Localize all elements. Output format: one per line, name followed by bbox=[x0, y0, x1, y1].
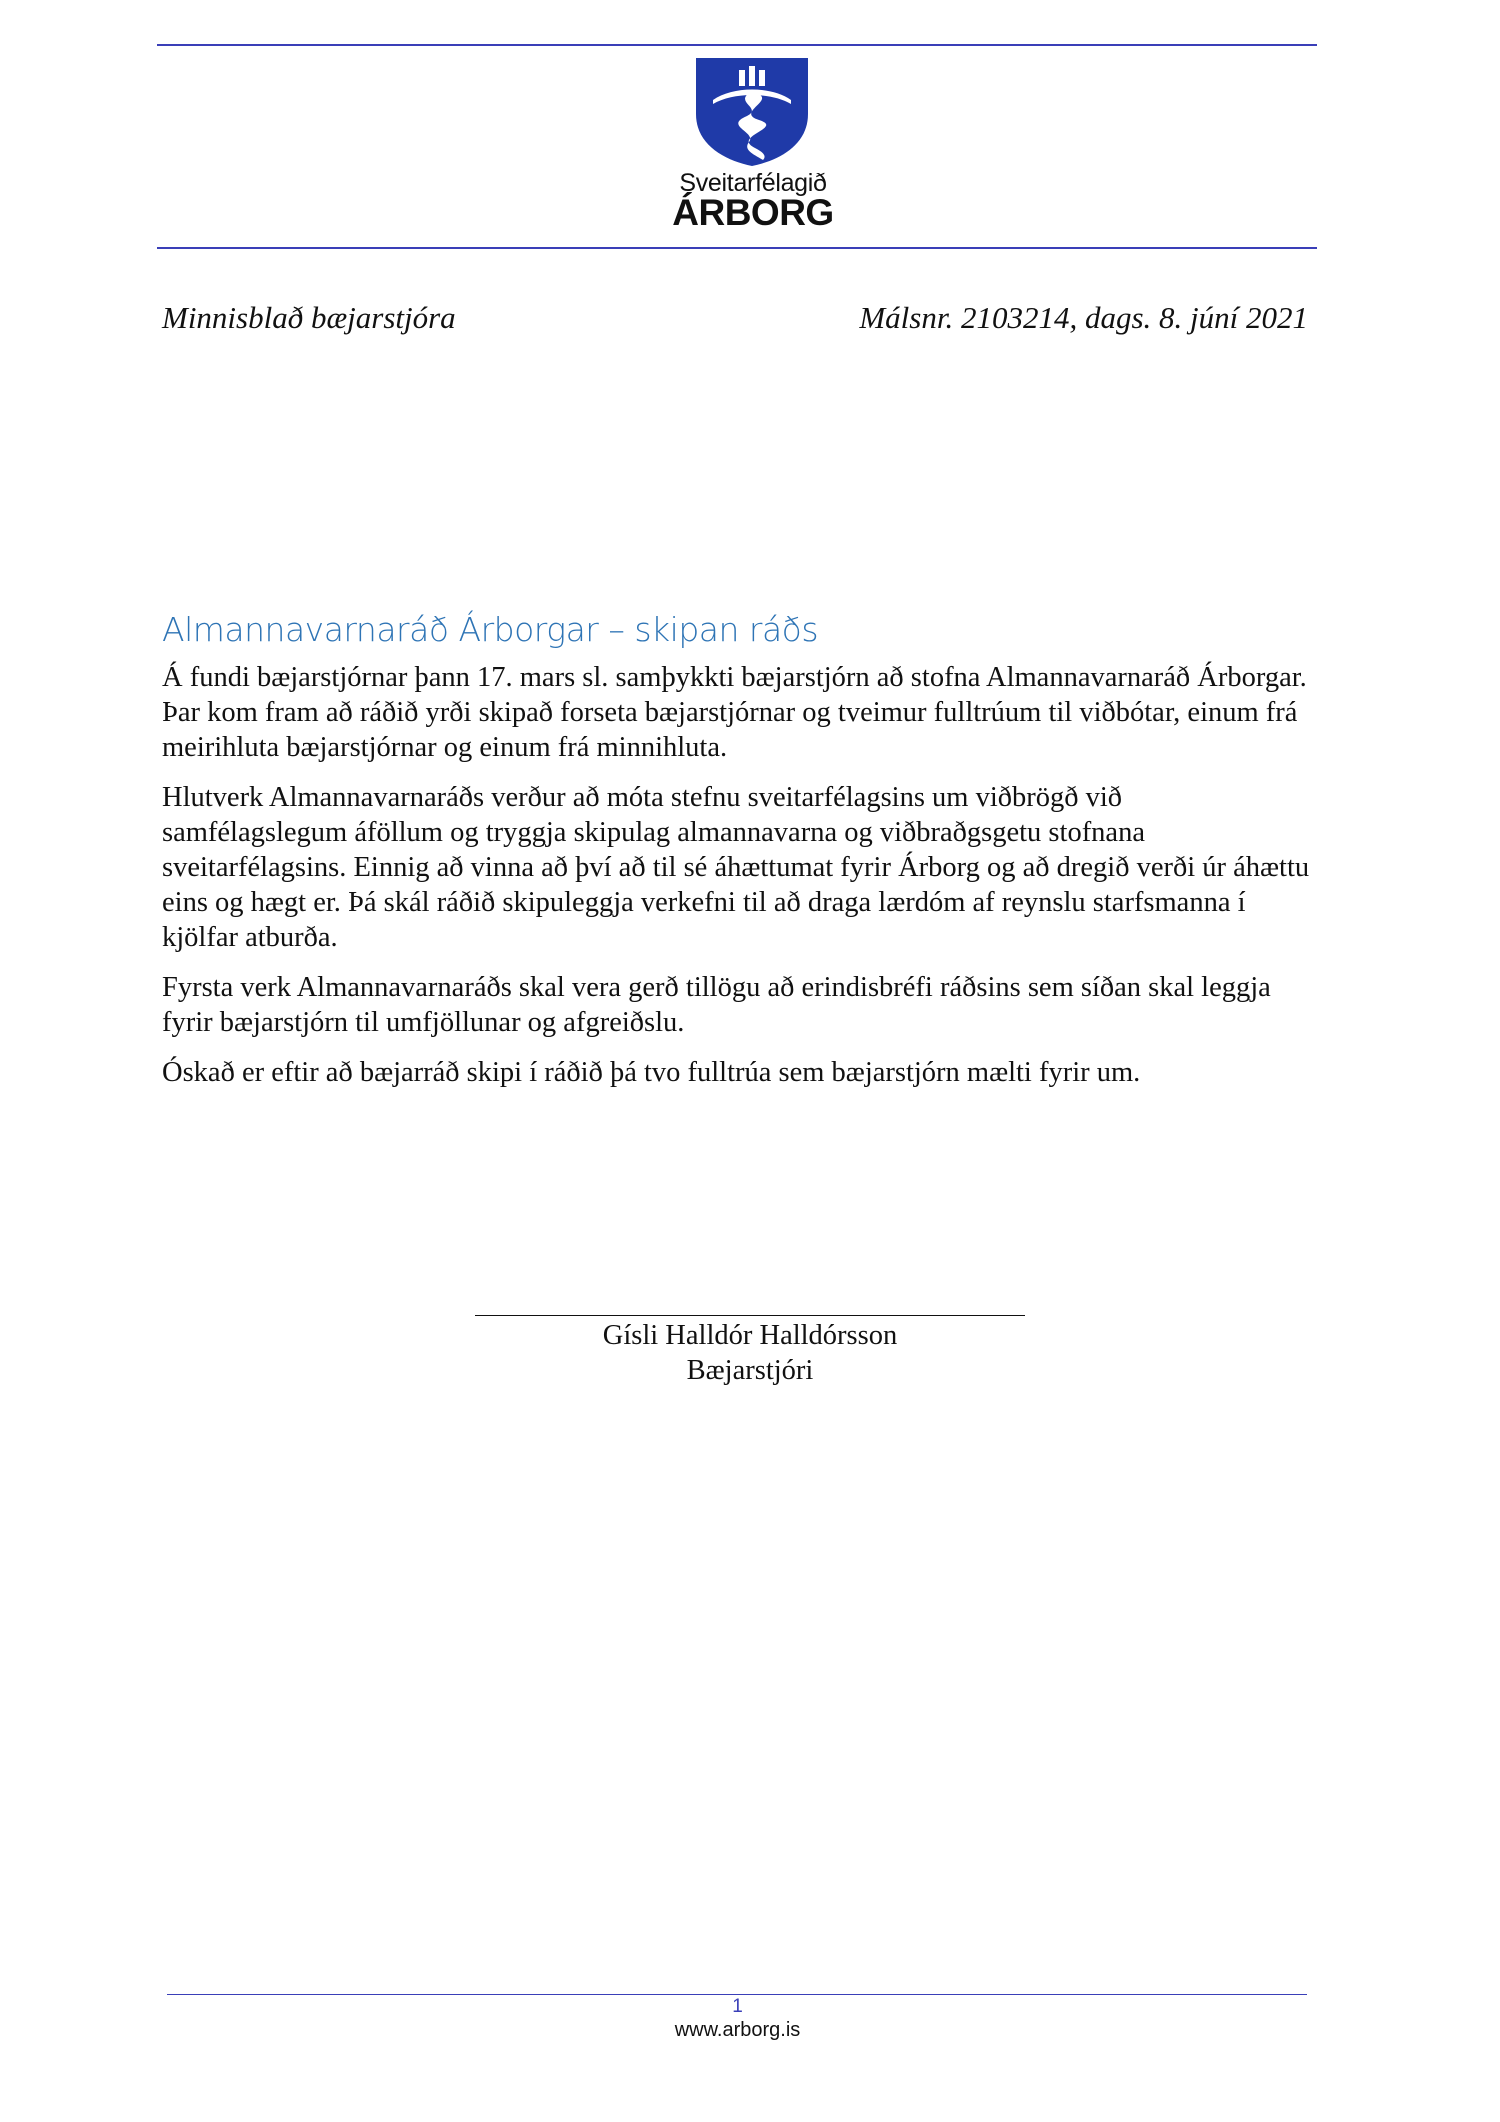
body-paragraph: Óskað er eftir að bæjarráð skipi í ráðið þá tvo fulltrúa sem bæjarstjórn mælti fyrir um. bbox=[162, 1057, 1141, 1088]
coat-of-arms-shield-icon bbox=[693, 56, 811, 168]
body-paragraph: Fyrsta verk Almannavarnaráðs skal vera gerð tillögu að erindisbréfi ráðsins sem síðan skal leggja fyrir bæjarstjórn til umfjöllunar og afgreiðslu. bbox=[162, 972, 1271, 1038]
header-bottom-rule bbox=[157, 247, 1317, 249]
document-title: Almannavarnaráð Árborgar – skipan ráðs bbox=[162, 610, 819, 649]
case-reference: Málsnr. 2103214, dags. 8. júní 2021 bbox=[859, 300, 1308, 335]
logo-text-line1: Sveitarfélagið bbox=[679, 169, 827, 197]
signatory-name: Gísli Halldór Halldórsson bbox=[602, 1320, 898, 1351]
footer-rule bbox=[167, 1994, 1307, 1995]
header-top-rule bbox=[157, 44, 1317, 46]
memo-type: Minnisblað bæjarstjóra bbox=[162, 300, 456, 335]
arborg-logo bbox=[662, 56, 842, 236]
logo-text-line2: ÁRBORG bbox=[672, 192, 834, 233]
page-number: 1 bbox=[732, 1996, 743, 2017]
document-body bbox=[162, 660, 1312, 1105]
signature-block bbox=[470, 1315, 1030, 1388]
signature-line bbox=[475, 1315, 1025, 1316]
signatory-role: Bæjarstjóri bbox=[686, 1355, 814, 1386]
body-paragraph: Á fundi bæjarstjórnar þann 17. mars sl. samþykkti bæjarstjórn að stofna Almannavarnaráð Árborgar. Þar kom fram að ráðið yrði skipað forseta bæjarstjórnar og tveimur fulltrúum til viðbótar, einum frá meirihluta bæjarstjórnar og einum frá minnihluta. bbox=[162, 662, 1307, 763]
body-paragraph: Hlutverk Almannavarnaráðs verður að móta stefnu sveitarfélagsins um viðbrögð við samfélagslegum áföllum og tryggja skipulag almannavarna og viðbraðgsgetu stofnana sveitarfélagsins. Einnig að vinna að því að til sé áhættumat fyrir Árborg og að dregið verði úr áhættu eins og hægt er. Þá skál ráðið skipuleggja verkefni til að draga lærdóm af reynslu starfsmanna í kjölfar atburða. bbox=[162, 782, 1310, 953]
footer-website-link[interactable]: www.arborg.is bbox=[674, 2019, 801, 2041]
